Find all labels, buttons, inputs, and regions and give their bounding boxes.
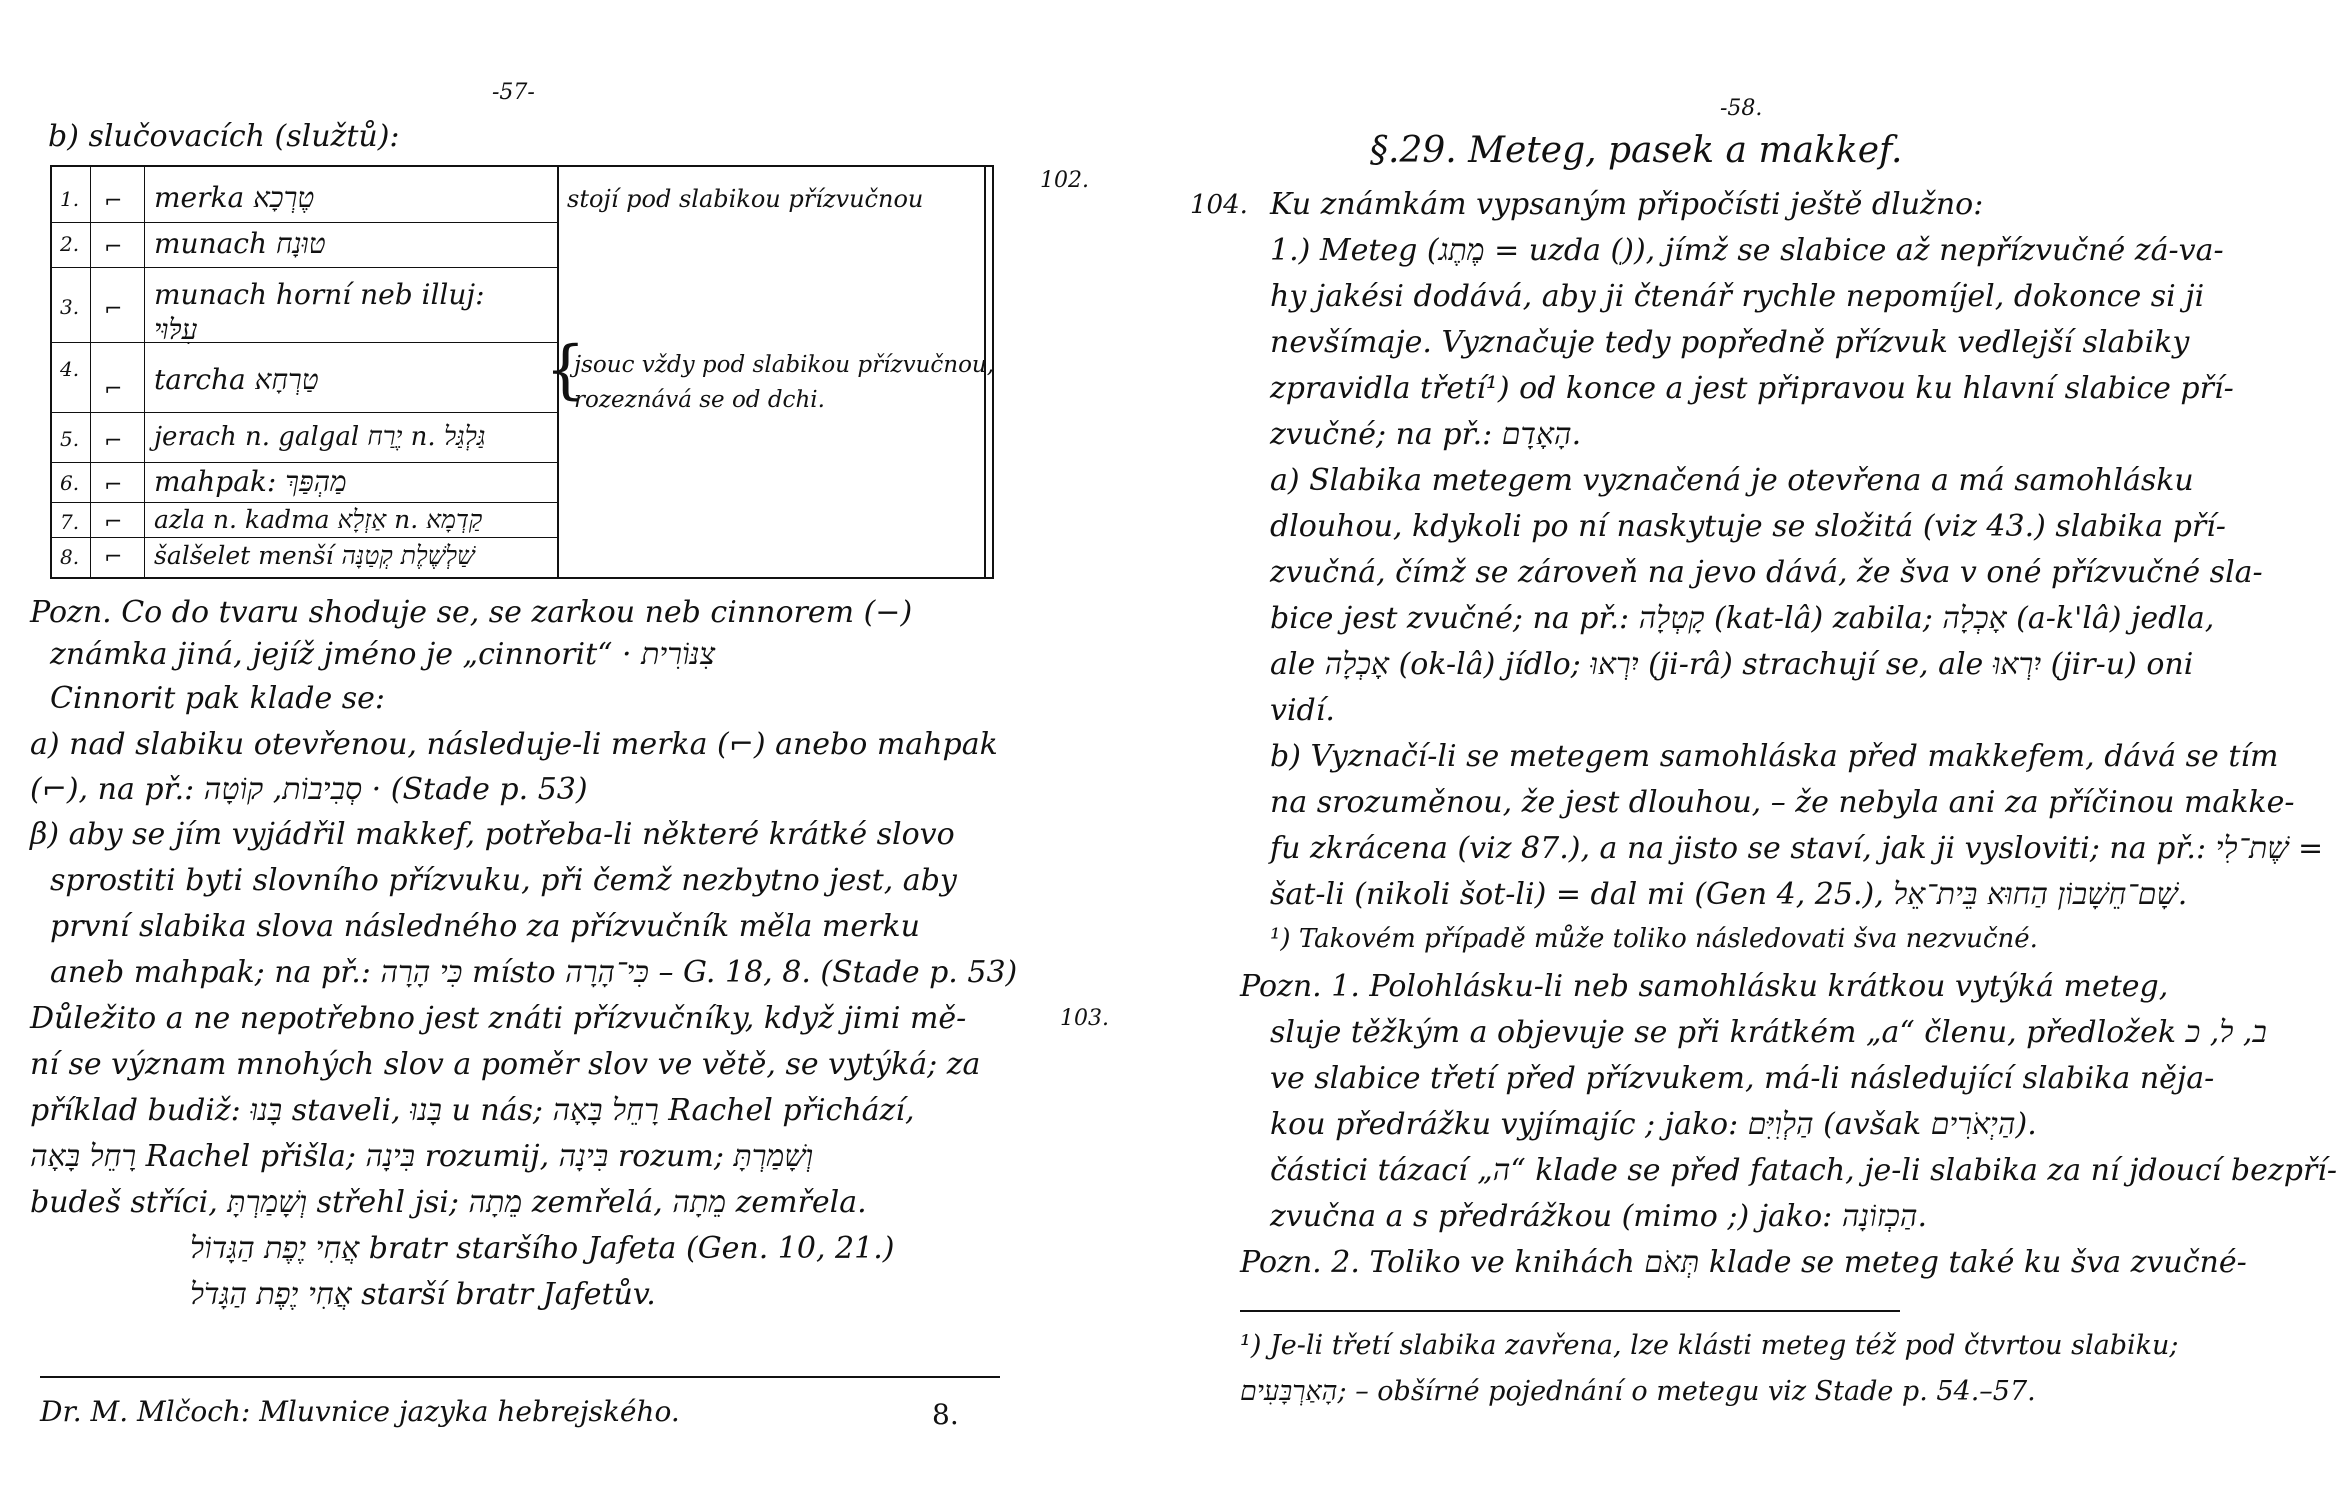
text-line: budeš stříci, וְשָׁמַרְתָּ střehl jsi; מֵתָה zemřelá, מֵתָה zemřela. <box>30 1185 867 1220</box>
margin-number: 103. <box>1060 1006 1109 1031</box>
table-row-number: 8. <box>60 545 80 569</box>
table-note: jsouc vždy pod slabikou přízvučnou, <box>574 352 995 378</box>
table-row-number: 4. <box>60 357 80 381</box>
text-line: β) aby se jím vyjádřil makkef, potřeba-li některé krátké slovo <box>30 817 955 852</box>
margin-number: 102. <box>1040 168 1089 193</box>
footnote-line: ¹) Je-li třetí slabika zavřena, lze klásti meteg též pod čtvrtou slabiku; <box>1240 1330 2179 1361</box>
table-note: stojí pod slabikou přízvučnou <box>567 185 924 213</box>
accent-name: tarcha טַרְחָא <box>154 363 319 396</box>
text-line: vidí. <box>1270 693 1335 728</box>
text-line: Cinnorit pak klade se: <box>50 681 385 716</box>
accent-sign: ⌐ <box>104 545 123 570</box>
accent-sign: ⌐ <box>104 377 123 402</box>
right-page <box>1120 0 2337 1500</box>
accent-sign: ⌐ <box>104 429 123 454</box>
accents-table <box>50 165 994 579</box>
table-row-number: 7. <box>60 510 80 534</box>
table-row-number: 3. <box>60 295 80 319</box>
section-heading: b) slučovacích (služtů): <box>48 119 400 154</box>
section-title: §.29. Meteg, pasek a makkef. <box>1370 130 1903 171</box>
text-line: (⌐), na př.: סְבִיבוֹת, קוֹטָה · (Stade p. 53) <box>30 772 588 807</box>
text-line: Pozn. 1. Polohlásku-li neb samohlásku krátkou vytýká meteg, <box>1240 969 2169 1004</box>
text-line: אֲחִי יֶפֶת הַגָּדֹל starší bratr Jafetův. <box>190 1277 656 1312</box>
text-line: a) nad slabiku otevřenou, následuje-li merka (⌐) anebo mahpak <box>30 727 998 762</box>
text-line: dlouhou, kdykoli po ní naskytuje se složitá (viz 43.) slabika pří- <box>1270 509 2226 544</box>
table-row-number: 1. <box>60 187 80 211</box>
text-line: ale אָכְלָה (ok-lâ) jídlo; יִרְאוּ (ji-râ) strachují se, ale יִרְאוּ (jir-u) oni <box>1270 647 2194 682</box>
text-line: bice jest zvučné; na př.: קָטְלָה (kat-lâ) zabila; אָכְלָה (a-k'lâ) jedla, <box>1270 601 2215 636</box>
text-line: אֲחִי יֶפֶת הַגָּדוֹל bratr staršího Jafeta (Gen. 10, 21.) <box>190 1231 895 1266</box>
text-line: fu zkrácena (viz 87.), a na jisto se staví, jak ji vysloviti; na př.: שֶׁת־לִי = <box>1270 831 2324 866</box>
text-line: příklad budiž: בָּנוּ staveli, בָּנוּ u nás; רָחֵל בָּאָה Rachel přichází, <box>30 1093 915 1128</box>
text-line: aneb mahpak; na př.: כִּי הָרָה místo כִּי־הָרָה – G. 18, 8. (Stade p. 53) <box>50 955 1018 990</box>
text-line: sprostiti byti slovního přízvuku, při čemž nezbytno jest, aby <box>50 863 957 898</box>
footer-text: Dr. M. Mlčoch: Mluvnice jazyka hebrejského. <box>40 1395 680 1428</box>
accent-name: mahpak: מַהְפַּךְ <box>154 465 347 498</box>
accent-name: merka טֶרְכָא <box>154 181 315 214</box>
text-line: zvučna a s předrážkou (mimo ;) jako: הַכְזוֹנָה. <box>1270 1199 1927 1234</box>
accent-sign: ⌐ <box>104 189 123 214</box>
text-line: sluje těžkým a objevuje se při krátkém „a“ členu, předložek ב, ל, כ <box>1270 1015 2267 1050</box>
brace: { <box>545 333 586 407</box>
text-line: ve slabice třetí před přízvukem, má-li následující slabika něja- <box>1270 1061 2215 1096</box>
accent-name: šalšelet menší שַׁלְשֶׁלֶת קְטַנָּה <box>154 541 475 570</box>
accent-sign: ⌐ <box>104 235 123 260</box>
text-line: Pozn. 2. Toliko ve knihách תְּאֹם klade se meteg také ku šva zvučné- <box>1240 1245 2247 1280</box>
left-page <box>0 0 1120 1500</box>
text-line: na srozuměnou, že jest dlouhou, – že nebyla ani za příčinou makke- <box>1270 785 2295 820</box>
accent-name: azla n. kadma אַזְלָא n. קַדְמָא <box>154 505 483 534</box>
text-line: zvučné; na př.: הָאָדָם. <box>1270 417 1582 452</box>
page-number: -57- <box>492 80 535 105</box>
text-line: částici tázací „ה“ klade se před fatach, je-li slabika za ní jdoucí bezpří- <box>1270 1153 2337 1188</box>
accent-name: munach horní neb illuj: עִלּוּי <box>154 278 485 346</box>
text-line: zvučná, čímž se zároveň na jevo dává, že šva v oné přízvučné sla- <box>1270 555 2263 590</box>
table-row-number: 6. <box>60 471 80 495</box>
text-line: Pozn. Co do tvaru shoduje se, se zarkou neb cinnorem (−) <box>30 595 913 630</box>
text-line: hy jakési dodává, aby ji čtenář rychle nepomíjel, dokonce si ji <box>1270 279 2205 314</box>
page-number: -58. <box>1720 96 1763 121</box>
text-line: první slabika slova následného za přízvučník měla merku <box>50 909 920 944</box>
text-line: zpravidla třetí¹) od konce a jest připravou ku hlavní slabice pří- <box>1270 371 2234 406</box>
text-line: רָחֵל בָּאָה Rachel přišla; בִּינָה rozumij, בִּינָה rozum; וְשָׁמַרְתָּ <box>30 1139 814 1174</box>
accent-name: munach טוּנָח <box>154 227 326 260</box>
text-line: šat-li (nikoli šot-li) = dal mi (Gen 4, 25.), שָׁם־חֵשָׁבוֹן הַחוּא בֵּית־אֵל. <box>1270 877 2188 912</box>
text-line: ¹) Takovém případě může toliko následovati šva nezvučné. <box>1270 924 2038 954</box>
footer-rule <box>40 1376 1000 1378</box>
text-line: b) Vyznačí-li se metegem samohláska před makkefem, dává se tím <box>1270 739 2279 774</box>
text-line: kou předrážku vyjímajíc ; jako: הַלְוִיִּם (avšak הַיְאֹרִים). <box>1270 1107 2037 1142</box>
table-note: rozeznává se od dchi. <box>574 387 825 413</box>
text-line: známka jiná, jejíž jméno je „cinnorit“ · צִנּוֹרִית <box>50 637 716 672</box>
accent-name: jerach n. galgal יֶרַח n. גַּלְגַּל <box>154 422 486 452</box>
text-line: nevšímaje. Vyznačuje tedy popředně přízvuk vedlejší slabiky <box>1270 325 2190 360</box>
accent-sign: ⌐ <box>104 297 123 322</box>
text-line: 1.) Meteg (מֶתֶג = uzda (ֽ)), jímž se slabice až nepřízvučné zá-va- <box>1270 233 2224 268</box>
table-row-number: 5. <box>60 427 80 451</box>
footnote-rule <box>1240 1310 1900 1312</box>
text-line: a) Slabika metegem vyznačená je otevřena a má samohlásku <box>1270 463 2194 498</box>
accent-sign: ⌐ <box>104 473 123 498</box>
accent-sign: ⌐ <box>104 510 123 535</box>
text-line: Ku známkám vypsaným připočísti ještě dlužno: <box>1270 187 1984 222</box>
margin-number: 104. <box>1190 190 1248 220</box>
text-line: ní se význam mnohých slov a poměr slov ve větě, se vytýká; za <box>30 1047 981 1082</box>
signature-number: 8. <box>932 1398 959 1431</box>
text-line: Důležito a ne nepotřebno jest znáti přízvučníky, když jimi mě- <box>30 1001 967 1036</box>
footnote-line: הָאַרְבָּעִים; – obšírné pojednání o metegu viz Stade p. 54.–57. <box>1240 1376 2036 1407</box>
table-row-number: 2. <box>60 232 80 256</box>
